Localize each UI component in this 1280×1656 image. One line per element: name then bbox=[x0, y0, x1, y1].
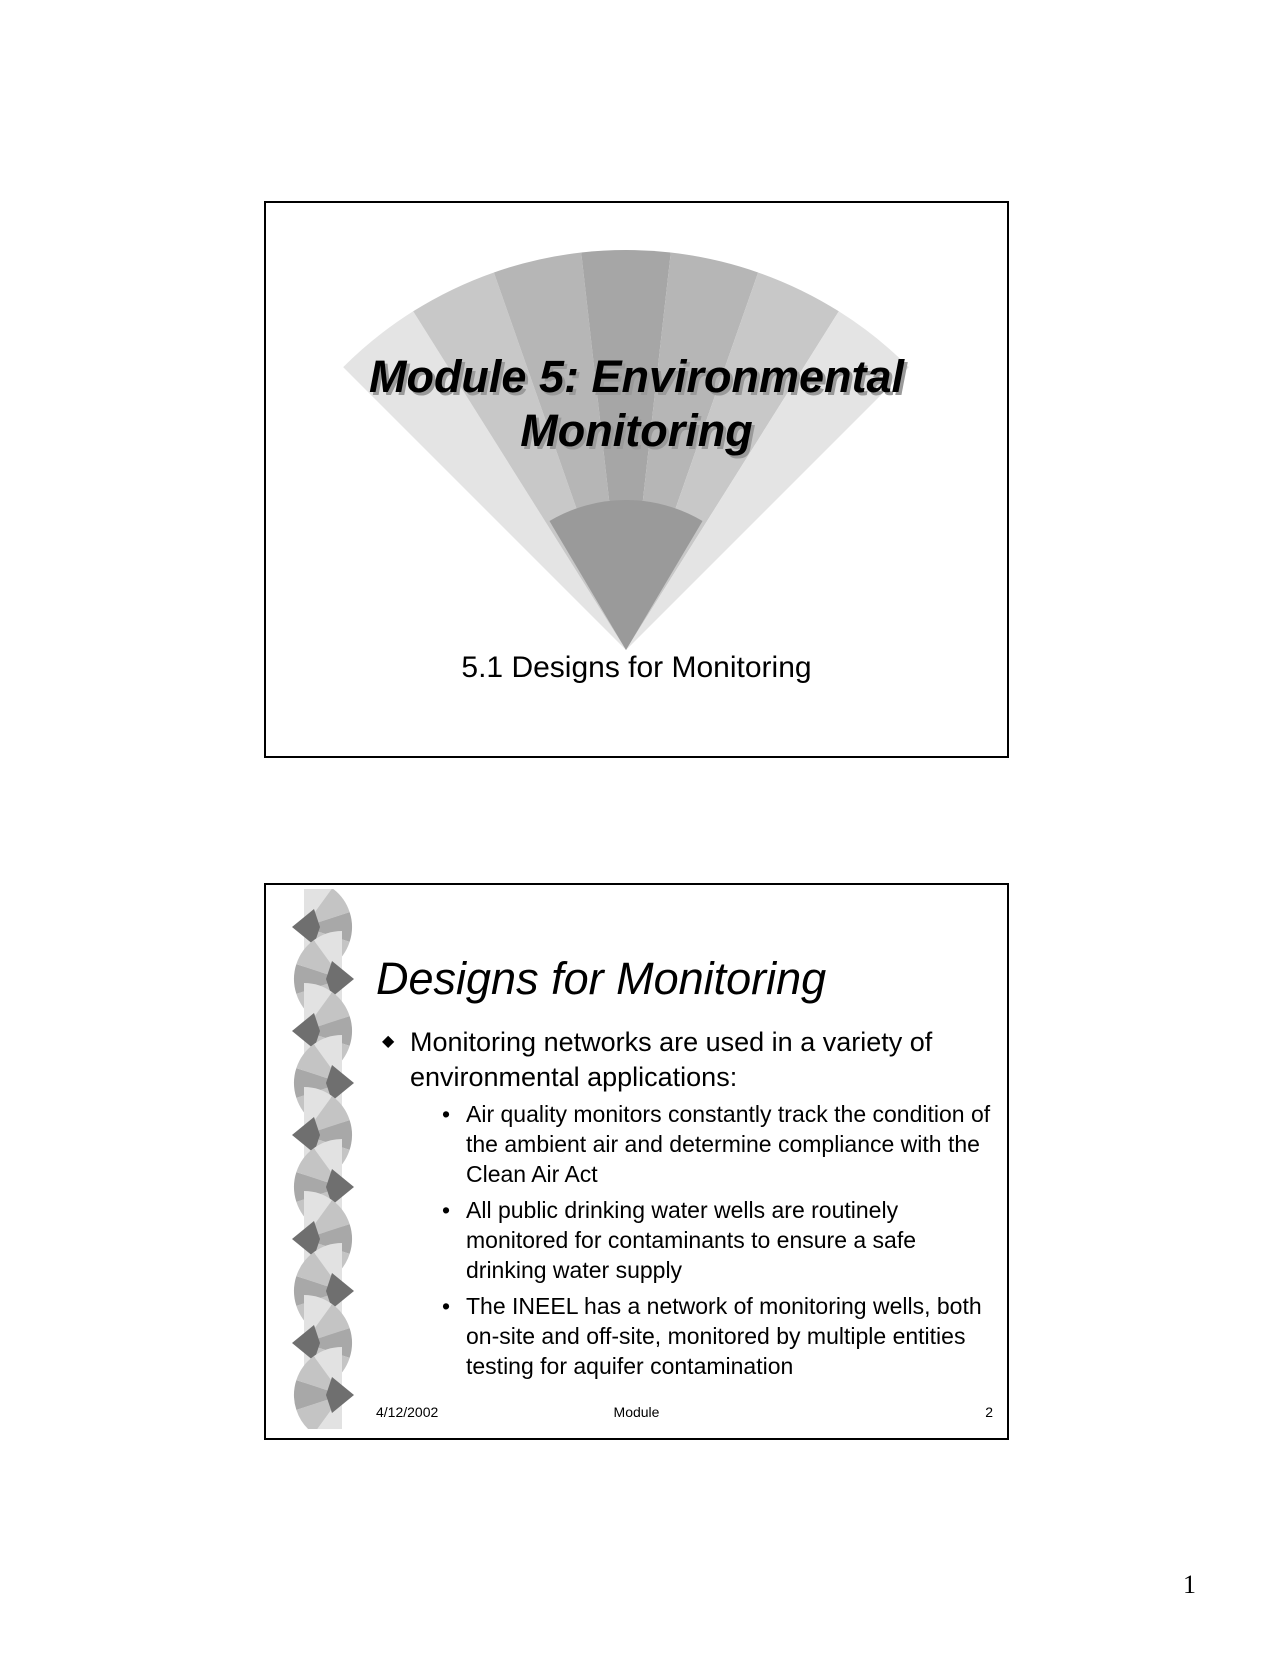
slide-1-title bbox=[266, 350, 1007, 458]
slide-1-title-line-1: Module 5: Environmental bbox=[368, 351, 905, 402]
sub-bullet-text: Air quality monitors constantly track the condition of the ambient air and determine compliance with the Clean Air Act bbox=[466, 1101, 991, 1187]
footer-date: 4/12/2002 bbox=[376, 1404, 439, 1420]
sub-bullet-item bbox=[442, 1195, 992, 1285]
bullet-text: Monitoring networks are used in a variety of environmental applications: bbox=[410, 1027, 933, 1092]
slide-2-title: Designs for Monitoring bbox=[376, 953, 827, 1004]
footer-slide-number: 2 bbox=[985, 1404, 993, 1420]
slide-1-title-line-2: Monitoring bbox=[520, 405, 753, 456]
sub-bullet-item bbox=[442, 1291, 992, 1381]
slide-1-subtitle: 5.1 Designs for Monitoring bbox=[461, 651, 812, 684]
diamond-bullet-icon: ◆ bbox=[382, 1033, 395, 1050]
slide-1 bbox=[264, 201, 1009, 758]
sub-bullet-item bbox=[442, 1099, 992, 1189]
dot-bullet-icon: • bbox=[442, 1101, 451, 1127]
dot-bullet-icon: • bbox=[442, 1197, 451, 1223]
bullet-list bbox=[382, 1025, 992, 1387]
dot-bullet-icon: • bbox=[442, 1293, 451, 1319]
sub-bullet-text: The INEEL has a network of monitoring wells, both on-site and off-site, monitored by multiple entities testing for aquifer contamination bbox=[466, 1293, 982, 1379]
page-number: 1 bbox=[1183, 1570, 1196, 1599]
sub-bullet-list bbox=[442, 1099, 992, 1381]
sub-bullet-text: All public drinking water wells are routinely monitored for contaminants to ensure a safe drinking water supply bbox=[466, 1197, 917, 1283]
footer-module: Module bbox=[613, 1404, 660, 1420]
fan-strip-graphic bbox=[284, 889, 364, 1429]
bullet-item bbox=[382, 1025, 992, 1095]
slide-2 bbox=[264, 883, 1009, 1440]
